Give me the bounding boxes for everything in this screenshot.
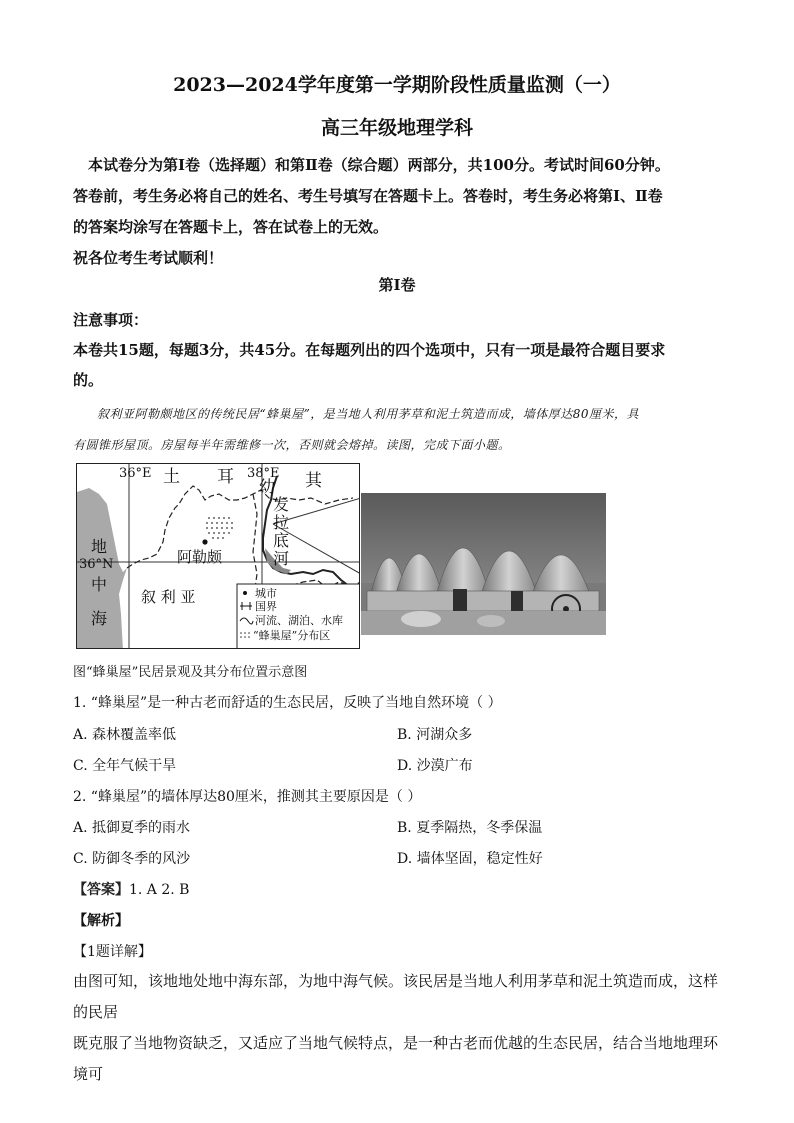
map-label-turkey: 土 xyxy=(163,467,180,487)
legend-beehive-label: “蜂巢屋”分布区 xyxy=(253,629,331,642)
map-svg xyxy=(77,464,360,649)
notice-line: 的。 xyxy=(73,371,104,389)
notice-heading: 注意事项： xyxy=(73,311,149,329)
map-label-syria: 叙 利 亚 xyxy=(141,588,196,606)
analysis-body xyxy=(73,966,723,1090)
map-label-sea: 海 xyxy=(91,609,108,628)
map-label-euphrates: 发 xyxy=(273,495,290,514)
beehive-area xyxy=(206,517,233,539)
legend-city-symbol xyxy=(243,591,247,595)
border-line xyxy=(253,494,360,594)
map-label-euphrates: 拉 xyxy=(273,513,290,532)
map-label-turkey: 耳 xyxy=(217,467,234,487)
answer-label: 【答案】 xyxy=(73,882,129,898)
notice-section xyxy=(73,305,723,395)
photo-svg xyxy=(361,493,606,635)
analysis-line: 既克服了当地物资缺乏，又适应了当地气候特点，是一种古老而优越的生态民居，结合当地地理环境可 xyxy=(73,1034,719,1083)
instruction-line: 本试卷分为第Ⅰ卷（选择题）和第Ⅱ卷（综合题）两部分，共100分。考试时间60分钟。 xyxy=(88,156,670,174)
exam-title: 2023—2024学年度第一学期阶段性质量监测（一） xyxy=(173,74,621,96)
legend-city-label: 城市 xyxy=(255,587,277,600)
question-1-stem: 1. “蜂巢屋”是一种古老而舒适的生态民居，反映了当地自然环境（ ） xyxy=(73,695,502,711)
legend-water-label: 河流、湖泊、水库 xyxy=(255,614,343,627)
figure-caption: 图“蜂巢屋”民居景观及其分布位置示意图 xyxy=(73,665,308,680)
lat-label-36: 36°N xyxy=(79,557,114,572)
lon-label-36: 36°E xyxy=(119,466,152,481)
border-line xyxy=(127,486,353,568)
analysis-label: 【解析】 xyxy=(73,913,129,929)
answer-text: 1. A 2. B xyxy=(129,882,190,898)
map-label-sea: 地 xyxy=(91,537,108,556)
location-map xyxy=(76,463,360,649)
analysis-subheading: 【1题详解】 xyxy=(73,944,152,960)
lon-label-38: 38°E xyxy=(247,466,280,481)
instruction-line: 答卷前，考生务必将自己的姓名、考生号填写在答题卡上。答卷时，考生务必将第Ⅰ、Ⅱ卷 xyxy=(73,187,663,205)
material-line: 有圆锥形屋顶。房屋每半年需维修一次，否则就会熔掉。读图，完成下面小题。 xyxy=(73,438,511,452)
instruction-line: 的答案均涂写在答题卡上，答在试卷上的无效。 xyxy=(73,218,389,236)
map-label-sea: 中 xyxy=(91,575,108,594)
q1-option-b[interactable]: B. 河湖众多 xyxy=(397,727,473,743)
map-label-turkey: 其 xyxy=(305,471,322,491)
q1-option-a[interactable]: A. 森林覆盖率低 xyxy=(73,727,177,743)
map-label-euphrates: 幼 xyxy=(259,477,276,496)
question-2-stem: 2. “蜂巢屋”的墙体厚达80厘米，推测其主要原因是（ ） xyxy=(73,789,422,805)
q2-option-b[interactable]: B. 夏季隔热，冬季保温 xyxy=(397,820,543,836)
notice-line: 本卷共15题，每题3分，共45分。在每题列出的四个选项中，只有一项是最符合题目要求 xyxy=(73,341,666,359)
material-line: 叙利亚阿勒颇地区的传统民居“蜂巢屋”，是当地人利用茅草和泥土筑造而成，墙体厚达80厘米，具 xyxy=(97,407,640,421)
exam-instructions xyxy=(73,150,723,274)
q2-option-c[interactable]: C. 防御冬季的风沙 xyxy=(73,851,191,867)
q1-option-c[interactable]: C. 全年气候干旱 xyxy=(73,758,177,774)
q2-option-d[interactable]: D. 墙体坚固，稳定性好 xyxy=(397,851,543,867)
q1-option-d[interactable]: D. 沙漠广布 xyxy=(397,758,473,774)
city-marker xyxy=(202,539,207,544)
map-label-euphrates: 河 xyxy=(273,549,290,568)
instruction-line: 祝各位考生考试顺利！ xyxy=(73,249,224,267)
volume-label: 第Ⅰ卷 xyxy=(378,276,416,294)
map-label-euphrates: 底 xyxy=(273,531,290,550)
q2-option-a[interactable]: A. 抵御夏季的雨水 xyxy=(73,820,191,836)
answer-line xyxy=(73,879,189,899)
beehive-house-photo xyxy=(361,493,606,635)
exam-subtitle: 高三年级地理学科 xyxy=(320,117,473,139)
reading-material xyxy=(73,399,723,461)
legend-border-label: 国界 xyxy=(255,600,277,613)
map-label-city: 阿勒颇 xyxy=(177,548,223,566)
figure xyxy=(76,463,606,649)
analysis-line: 由图可知，该地地处地中海东部，为地中海气候。该民居是当地人利用茅草和泥土筑造而成，这样的民居 xyxy=(73,972,719,1021)
